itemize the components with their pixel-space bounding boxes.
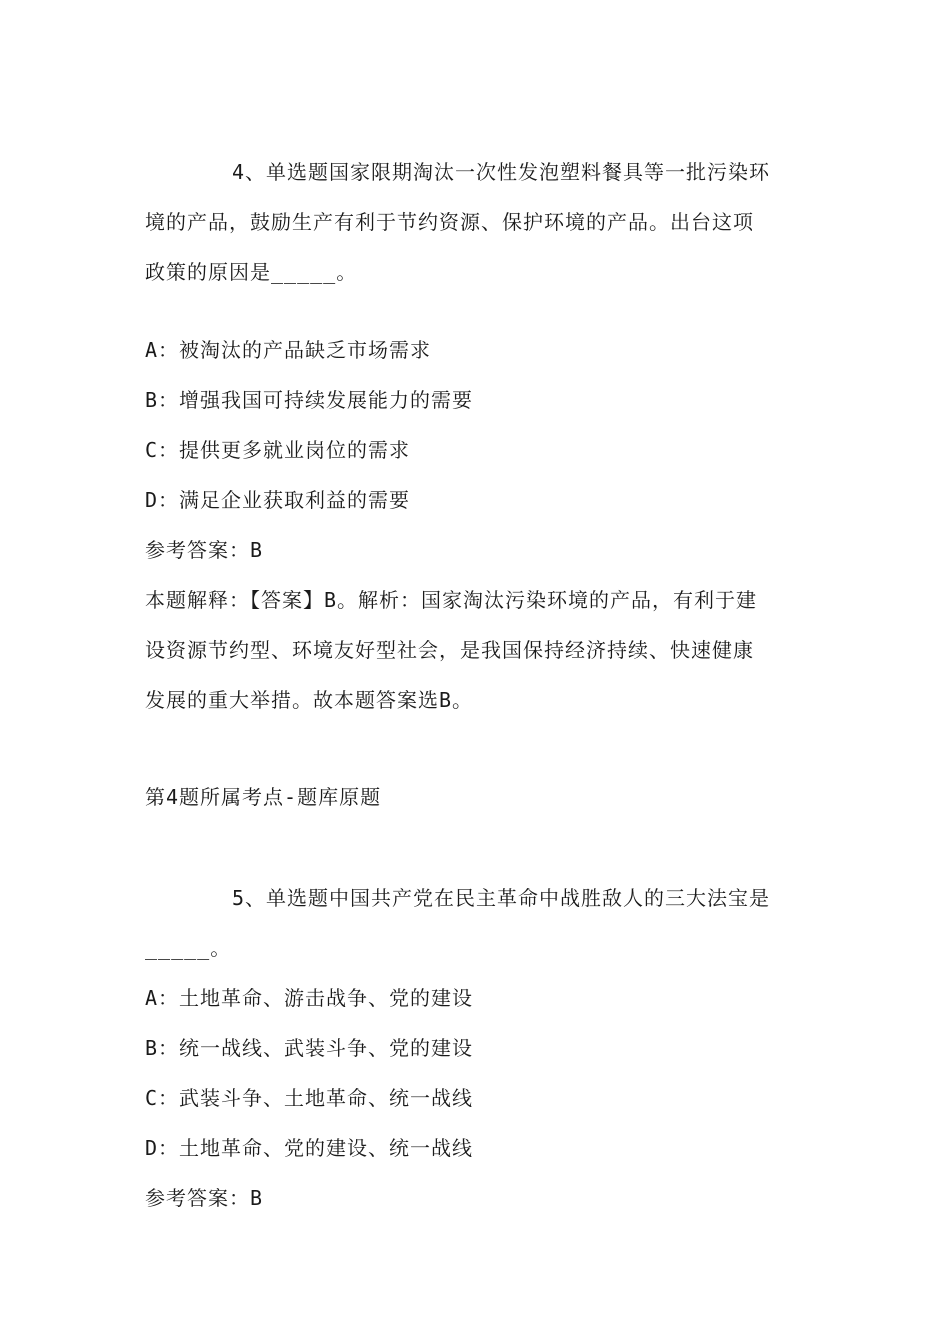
- q4-explanation-line-3: 发展的重大举措。故本题答案选B。: [145, 688, 474, 712]
- q5-answer: 参考答案：B: [145, 1186, 264, 1210]
- q5-stem-line-2: _____。: [145, 936, 232, 960]
- q4-option-b: B：增强我国可持续发展能力的需要: [145, 388, 474, 412]
- q4-explanation-line-1: 本题解释：【答案】B。解析：国家淘汰污染环境的产品，有利于建: [145, 588, 758, 612]
- q4-stem-line-2: 境的产品，鼓励生产有利于节约资源、保护环境的产品。出台这项: [145, 210, 754, 234]
- q5-option-d: D：土地革命、党的建设、统一战线: [145, 1136, 474, 1160]
- q5-stem-line-1: 5、单选题中国共产党在民主革命中战胜敌人的三大法宝是: [232, 886, 771, 910]
- q4-stem-line-1: 4、单选题国家限期淘汰一次性发泡塑料餐具等一批污染环: [232, 160, 771, 184]
- q4-answer: 参考答案：B: [145, 538, 264, 562]
- q4-knowledge-point: 第4题所属考点-题库原题: [145, 785, 382, 809]
- q4-option-a: A：被淘汰的产品缺乏市场需求: [145, 338, 432, 362]
- q4-option-c: C：提供更多就业岗位的需求: [145, 438, 411, 462]
- q5-option-c: C：武装斗争、土地革命、统一战线: [145, 1086, 474, 1110]
- q4-option-d: D：满足企业获取利益的需要: [145, 488, 411, 512]
- q4-explanation-line-2: 设资源节约型、环境友好型社会，是我国保持经济持续、快速健康: [145, 638, 754, 662]
- q5-option-b: B：统一战线、武装斗争、党的建设: [145, 1036, 474, 1060]
- q4-stem-line-3: 政策的原因是_____。: [145, 260, 358, 284]
- q5-option-a: A：土地革命、游击战争、党的建设: [145, 986, 474, 1010]
